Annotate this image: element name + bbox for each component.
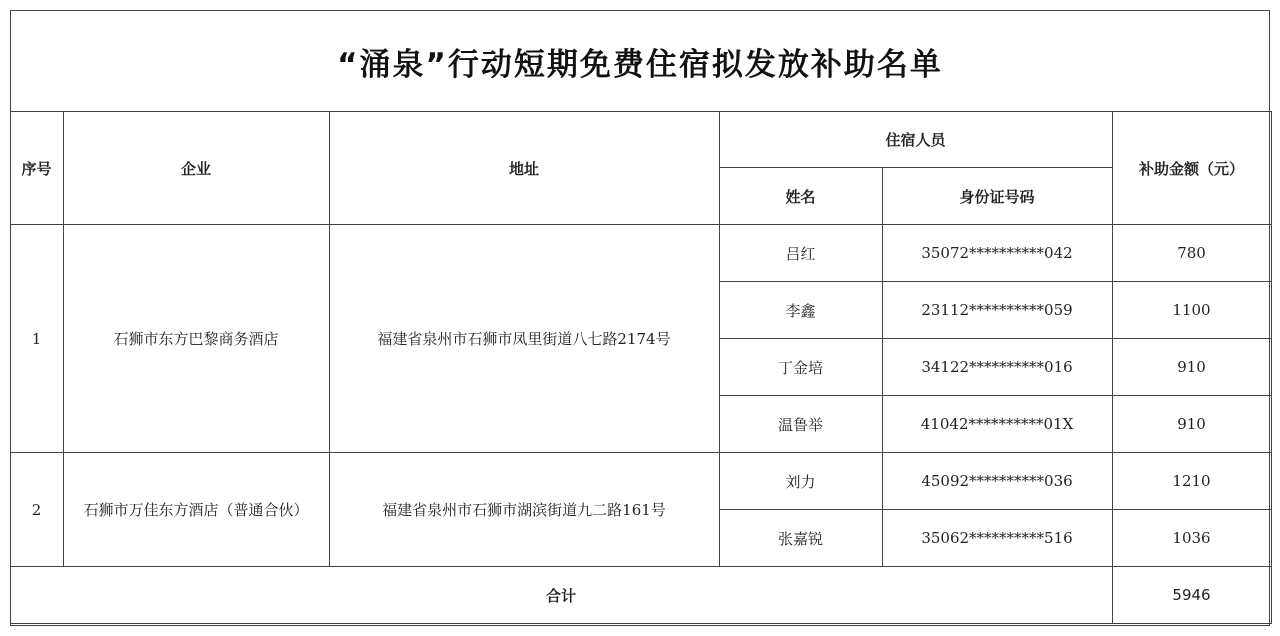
name-cell: 温鲁举 [719,396,882,453]
id-cell: 23112**********059 [882,282,1112,339]
total-label: 合计 [10,567,1112,624]
table-row [10,453,1271,510]
name-cell: 丁金培 [719,339,882,396]
total-row [10,567,1271,624]
subsidy-list-sheet [10,10,1270,626]
address-cell: 福建省泉州市石狮市湖滨街道九二路161号 [329,453,719,567]
header-row-1 [10,112,1271,168]
page-title: “涌泉”行动短期免费住宿拟发放补助名单 [11,11,1269,112]
header-residents: 住宿人员 [719,112,1112,168]
total-value: 5946 [1112,567,1271,624]
id-cell: 34122**********016 [882,339,1112,396]
header-name: 姓名 [719,168,882,225]
header-company: 企业 [63,112,329,225]
id-cell: 35072**********042 [882,225,1112,282]
name-cell: 刘力 [719,453,882,510]
seq-cell: 1 [10,225,63,453]
name-cell: 吕红 [719,225,882,282]
id-cell: 35062**********516 [882,510,1112,567]
amount-cell: 780 [1112,225,1271,282]
name-cell: 张嘉锐 [719,510,882,567]
amount-cell: 1210 [1112,453,1271,510]
amount-cell: 910 [1112,339,1271,396]
header-address: 地址 [329,112,719,225]
header-id-number: 身份证号码 [882,168,1112,225]
amount-cell: 910 [1112,396,1271,453]
amount-cell: 1036 [1112,510,1271,567]
address-cell: 福建省泉州市石狮市凤里街道八七路2174号 [329,225,719,453]
amount-cell: 1100 [1112,282,1271,339]
company-cell: 石狮市东方巴黎商务酒店 [63,225,329,453]
name-cell: 李鑫 [719,282,882,339]
header-seq: 序号 [10,112,63,225]
subsidy-table [10,111,1272,624]
header-subsidy: 补助金额（元） [1112,112,1271,225]
company-cell: 石狮市万佳东方酒店（普通合伙） [63,453,329,567]
id-cell: 45092**********036 [882,453,1112,510]
seq-cell: 2 [10,453,63,567]
id-cell: 41042**********01X [882,396,1112,453]
table-row [10,225,1271,282]
